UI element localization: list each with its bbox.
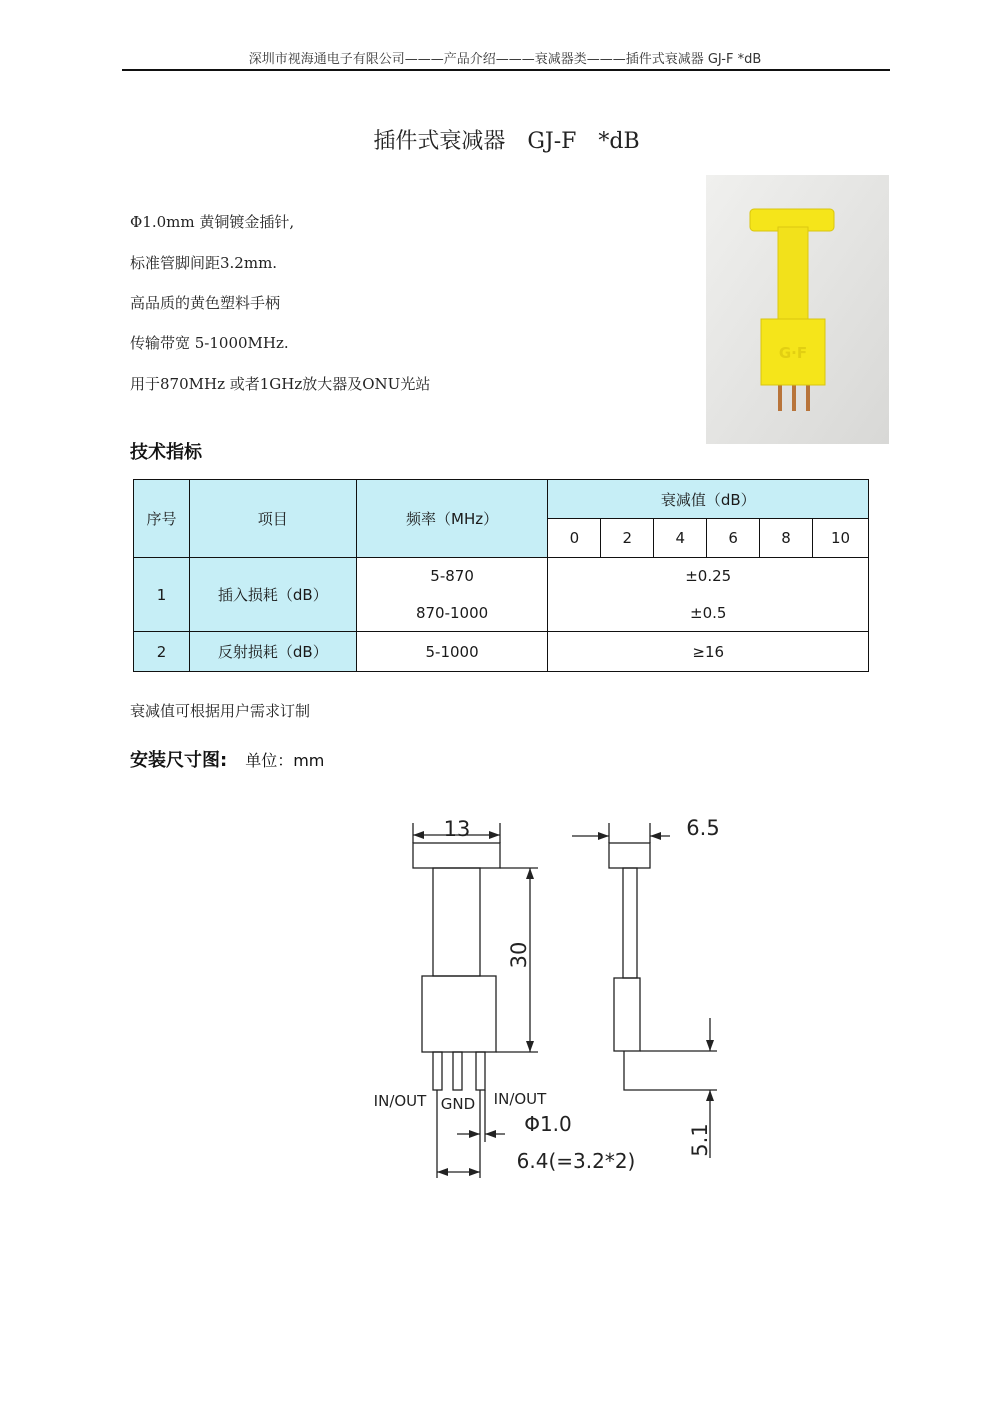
install-heading xyxy=(130,746,324,772)
label-gnd: GND xyxy=(440,1095,476,1113)
header-item: 项目 xyxy=(189,480,356,558)
dim-pin-pitch: 6.4(=3.2*2) xyxy=(516,1149,636,1173)
row-item: 反射损耗（dB） xyxy=(189,632,356,672)
dim-pin-length: 5.1 xyxy=(688,1123,712,1157)
feature-item: 高品质的黄色塑料手柄 xyxy=(130,294,281,312)
table-row xyxy=(134,558,869,595)
title-suffix: *dB xyxy=(598,129,640,154)
dim-width: 13 xyxy=(443,817,471,841)
page-title xyxy=(0,124,1000,155)
label-in-out-right: IN/OUT xyxy=(493,1090,547,1108)
feature-item: 标准管脚间距3.2mm. xyxy=(130,254,278,272)
side-cap xyxy=(609,843,650,868)
label-in-out-left: IN/OUT xyxy=(373,1092,427,1110)
title-name: 插件式衰减器 xyxy=(373,129,506,154)
atten-value: 10 xyxy=(812,519,868,558)
photo-label: G·F xyxy=(778,344,808,362)
spec-heading: 技术指标 xyxy=(130,442,202,463)
table-row xyxy=(134,632,869,672)
atten-value: 2 xyxy=(601,519,654,558)
row-freq: 5-870 xyxy=(356,558,548,595)
side-body xyxy=(614,978,640,1051)
dimension-drawing xyxy=(360,800,760,1190)
spec-table xyxy=(133,479,869,672)
front-cap xyxy=(413,843,500,868)
page-header-breadcrumb: 深圳市视海通电子有限公司———产品介绍———衰减器类———插件式衰减器 GJ-F *dB xyxy=(248,52,762,67)
atten-value: 6 xyxy=(707,519,760,558)
atten-value: 0 xyxy=(548,519,601,558)
atten-value: 4 xyxy=(654,519,707,558)
dim-depth: 6.5 xyxy=(686,816,720,840)
title-model: GJ-F xyxy=(527,129,577,154)
atten-value: 8 xyxy=(760,519,813,558)
front-stem xyxy=(433,868,480,976)
feature-item: 用于870MHz 或者1GHz放大器及ONU光站 xyxy=(130,375,431,393)
header-freq: 频率（MHz） xyxy=(356,480,548,558)
header-divider xyxy=(122,69,890,71)
row-value: ±0.25 xyxy=(548,558,869,595)
product-photo xyxy=(706,175,889,444)
install-unit: 单位：mm xyxy=(245,751,325,770)
row-seq: 2 xyxy=(134,632,190,672)
header-seq: 序号 xyxy=(134,480,190,558)
dim-height: 30 xyxy=(507,941,531,969)
header-atten: 衰减值（dB） xyxy=(548,480,869,519)
row-seq: 1 xyxy=(134,558,190,632)
feature-item: 传输带宽 5-1000MHz. xyxy=(130,334,289,352)
feature-item: Φ1.0mm 黄铜镀金插针, xyxy=(130,213,295,231)
front-body xyxy=(422,976,496,1052)
dim-pin-diameter: Φ1.0 xyxy=(524,1112,572,1136)
row-freq: 870-1000 xyxy=(356,595,548,632)
install-heading-text: 安装尺寸图: xyxy=(130,750,228,771)
row-item: 插入损耗（dB） xyxy=(189,558,356,632)
row-freq: 5-1000 xyxy=(356,632,548,672)
side-stem xyxy=(623,868,637,978)
custom-note: 衰减值可根据用户需求订制 xyxy=(130,702,311,720)
row-value: ≥16 xyxy=(548,632,869,672)
row-value: ±0.5 xyxy=(548,595,869,632)
